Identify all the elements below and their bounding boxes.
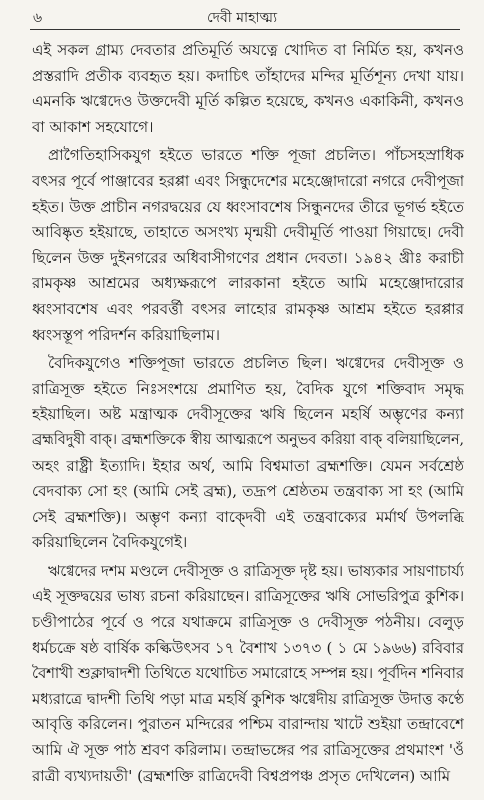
paragraph [32, 351, 464, 556]
text-line: রামকৃষ্ণ আশ্রমের অধ্যক্ষরূপে লারকানা হইতে আমি মহেঞ্জোদারোর [32, 274, 464, 293]
text-line: চণ্ডীপাঠের পূর্বে ও পরে যথাক্রমে রাত্রিসূক্ত ও দেবীসূক্ত পঠনীয়। বেলুড় [32, 613, 464, 632]
text-line: ধ্বংসাবশেষ এবং পরবর্ত্তী বৎসর লাহোর রামকৃষ্ণ আশ্রম হইতে হরপ্পার [32, 299, 464, 318]
text-line: অহং রাষ্ট্রী ইত্যাদি। ইহার অর্থ, আমি বিশ্বমাতা ব্রহ্মশক্তি। যেমন সর্বশ্রেষ্ঠ [32, 456, 464, 475]
text-line: বৎসর পূর্বে পাঞ্জাবের হরপ্পা এবং সিন্ধুদেশের মহেঞ্জোদারো নগরে দেবীপূজা [32, 172, 464, 190]
text-line: হইত। উক্ত প্রাচীন নগরদ্বয়ের যে ধ্বংসাবশেষ সিন্ধুনদের তীরে ভূগর্ভ হইতে [32, 197, 464, 216]
text-line: প্রাগৈতিহাসিকযুগ হইতে ভারতে শক্তি পূজা প্রচলিত। পাঁচসহস্রাধিক [48, 146, 464, 165]
paragraph [32, 38, 464, 140]
text-line: এমনকি ঋগ্বেদেও উক্তদেবী মূর্তি কল্পিত হয়েছে, কখনও একাকিনী, কখনও [32, 92, 464, 111]
text-line: এই সূক্তদ্বয়ের ভাষ্য রচনা করিয়াছেন। রাত্রিসূক্তের ঋষি সোভরিপুত্র কুশিক। [32, 588, 464, 606]
text-line: ব্রহ্মবিদুষী বাক্। ব্রহ্মশক্তিকে স্বীয় আত্মরূপে অনুভব করিয়া বাক্ বলিয়াছিলেন, [32, 431, 464, 448]
header-rule [30, 29, 460, 30]
text-line: রাত্রিসূক্ত হইতে নিঃসংশয়ে প্রমাণিত হয়, বৈদিক যুগে শক্তিবাদ সমৃদ্ধ [32, 379, 464, 398]
body-text [32, 38, 464, 789]
text-line: আবিষ্কৃত হইয়াছে, তাহাতে অসংখ্য মৃন্ময়ী দেবীমূর্তি পাওয়া গিয়াছে। দেবী [32, 223, 464, 242]
page-number: ৬ [33, 10, 43, 26]
text-line: ধর্মচক্রে ষষ্ঠ বার্ষিক কল্কিউৎসব ১৭ বৈশাখ ১৩৭৩ ( ১ মে ১৯৬৬) রবিবার [32, 638, 464, 657]
text-line: ধ্বংসস্তূপ পরিদর্শন করিয়াছিলাম। [32, 325, 220, 344]
text-line: বেদবাক্য সো হং (আমি সেই ব্রহ্ম), তদ্রূপ শ্রেষ্ঠতম তন্ত্রবাক্য সা হং (আমি [32, 482, 464, 501]
paragraph [32, 143, 464, 348]
text-line: বৈদিকযুগেও শক্তিপূজা ভারতে প্রচলিত ছিল। ঋগ্বেদের দেবীসূক্ত ও [48, 354, 464, 373]
text-line: আবৃত্তি করিলেন। পুরাতন মন্দিরের পশ্চিম বারান্দায় খাটে শুইয়া তন্দ্রাবেশে [32, 715, 464, 734]
text-line: ঋগ্বেদের দশম মণ্ডলে দেবীসূক্ত ও রাত্রিসূক্ত দৃষ্ট হয়। ভাষ্যকার সায়ণাচার্য্য [48, 562, 464, 580]
text-line: এই সকল গ্রাম্য দেবতার প্রতিমূর্তি অযত্নে খোদিত বা নির্মিত হয়, কখনও [32, 41, 464, 59]
text-line: ছিলেন উক্ত দুইনগরের অধিবাসীগণের প্রধান দেবতা। ১৯৪২ খ্রীঃ করাচী [32, 248, 464, 267]
text-line: করিয়াছিলেন বৈদিকযুগেই। [32, 533, 188, 552]
text-line: রাত্রী ব্যখ্যদায়তী' (ব্রহ্মশক্তি রাত্রিদেবী বিশ্বপ্রপঞ্চ প্রসৃত দেখিলেন) আমি [32, 766, 451, 785]
text-line: আমি ঐ সূক্ত পাঠ শ্রবণ করিলাম। তন্দ্রাভঙ্গের পর রাত্রিসূক্তের প্রথমাংশ 'ওঁ [32, 741, 464, 760]
text-line: সেই ব্রহ্মশক্তি)। অম্ভৃণ কন্যা বাক্দেবী এই তন্ত্রবাক্যের মর্মার্থ উপলব্ধি [32, 507, 464, 526]
text-line: বৈশাখী শুক্লাদ্বাদশী তিথিতে যথোচিত সমারোহে সম্পন্ন হয়। পূর্বদিন শনিবার [32, 665, 464, 683]
text-line: প্রস্তরাদি প্রতীক ব্যবহৃত হয়। কদাচিৎ তাঁহাদের মন্দির মূর্তিশূন্য দেখা যায়। [32, 66, 464, 85]
text-line: বা আকাশ সহযোগে। [32, 117, 154, 136]
page-header [0, 6, 484, 28]
text-line: হইয়াছিল। অষ্ট মন্ত্রাত্মক দেবীসূক্তের ঋষি ছিলেন মহর্ষি অম্ভৃণের কন্যা [32, 405, 464, 424]
text-line: মধ্যরাত্রে দ্বাদশী তিথি পড়া মাত্র মহর্ষি কুশিক ঋগ্বেদীয় রাত্রিসূক্ত উদাত্ত কণ্ঠে [32, 690, 464, 708]
running-title: দেবী মাহাত্ম্য [206, 10, 278, 26]
paragraph [32, 559, 464, 789]
